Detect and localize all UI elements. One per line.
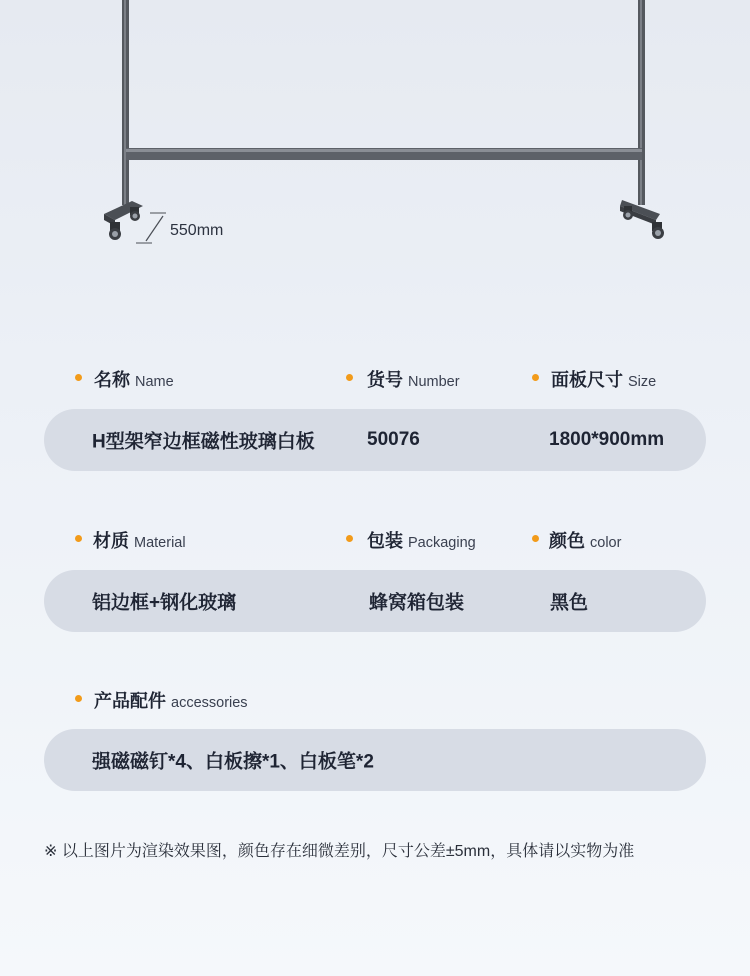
spec-row-2-values xyxy=(44,570,706,632)
spec-row-3-values xyxy=(44,729,706,791)
spec-label-name xyxy=(94,366,174,392)
label-en: accessories xyxy=(171,695,248,711)
disclaimer-note: ※ 以上图片为渲染效果图，颜色存在细微差别，尺寸公差±5mm，具体请以实物为准 xyxy=(44,843,635,860)
spec-label-color xyxy=(549,527,621,553)
label-zh: 面板尺寸 xyxy=(551,370,623,390)
spec-value-name: H型架窄边框磁性玻璃白板 xyxy=(92,431,315,453)
label-zh: 货号 xyxy=(367,370,403,390)
label-zh: 材质 xyxy=(93,531,129,551)
label-zh: 产品配件 xyxy=(94,691,166,711)
bullet-dot xyxy=(75,695,82,702)
left-foot xyxy=(104,201,143,240)
label-en: Packaging xyxy=(408,535,476,551)
spec-label-number xyxy=(367,366,460,392)
spec-value-material: 铝边框+钢化玻璃 xyxy=(92,592,237,614)
bullet-dot xyxy=(532,374,539,381)
spec-label-material xyxy=(93,527,186,553)
label-en: Number xyxy=(408,374,460,390)
spec-label-size xyxy=(551,366,656,392)
bullet-dot xyxy=(346,535,353,542)
label-zh: 名称 xyxy=(94,370,130,390)
label-en: Size xyxy=(628,374,657,390)
spec-value-size: 1800*900mm xyxy=(549,429,665,450)
spec-row-1-labels xyxy=(0,362,750,392)
bullet-dot xyxy=(532,535,539,542)
dimension-label: 550mm xyxy=(170,222,224,239)
dimension-marker xyxy=(136,213,166,243)
spec-row-2-labels xyxy=(0,523,750,553)
label-en: Name xyxy=(135,374,174,390)
spec-value-packaging: 蜂窝箱包装 xyxy=(369,592,465,614)
whiteboard-frame-illustration xyxy=(0,0,750,250)
spec-label-packaging xyxy=(367,527,476,553)
spec-row-1-values xyxy=(44,409,706,471)
label-en: color xyxy=(590,535,622,551)
label-zh: 颜色 xyxy=(549,531,585,551)
spec-value-color: 黑色 xyxy=(550,592,589,614)
bullet-dot xyxy=(75,535,82,542)
right-foot xyxy=(620,200,664,239)
label-en: Material xyxy=(134,535,186,551)
bullet-dot xyxy=(346,374,353,381)
spec-value-accessories: 强磁磁钉*4、白板擦*1、白板笔*2 xyxy=(92,751,374,773)
label-zh: 包装 xyxy=(367,531,403,551)
spec-row-3-labels xyxy=(0,684,750,714)
spec-label-accessories xyxy=(94,687,248,713)
spec-value-number: 50076 xyxy=(367,429,420,450)
bullet-dot xyxy=(75,374,82,381)
